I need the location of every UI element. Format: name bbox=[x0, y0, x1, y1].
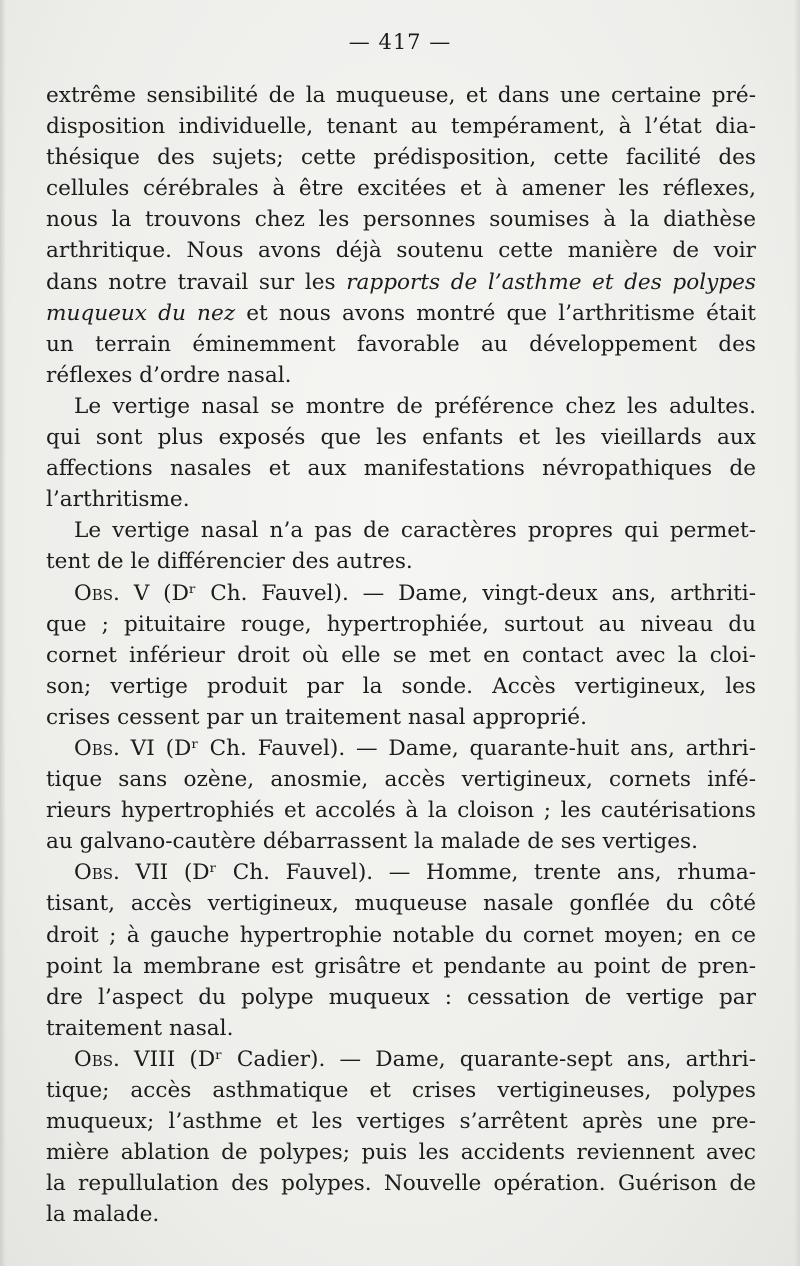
line-text: dre l’aspect du polype muqueux : cessation de vertige par bbox=[46, 984, 756, 1010]
line-text: la repullulation des polypes. Nouvelle opération. Guérison de bbox=[46, 1171, 756, 1197]
observation-label: Obs. bbox=[74, 580, 120, 606]
text-line bbox=[46, 888, 756, 919]
observation-label: Obs. bbox=[74, 1046, 120, 1072]
line-text: point la membrane est grisâtre et pendante au point de pren- bbox=[46, 953, 756, 979]
text-line bbox=[46, 702, 756, 733]
line-text: tisant, accès vertigineux, muqueuse nasale gonflée du côté bbox=[46, 891, 756, 917]
text-line bbox=[46, 204, 756, 235]
text-line bbox=[46, 1044, 756, 1075]
line-text: et nous avons montré que l’arthritisme était bbox=[235, 300, 756, 326]
text-line bbox=[46, 546, 756, 577]
text-line bbox=[46, 391, 756, 422]
line-text: droit ; à gauche hypertrophie notable du cornet moyen; en ce bbox=[46, 922, 756, 948]
text-line bbox=[46, 733, 756, 764]
body-text bbox=[46, 80, 756, 1230]
page-edge-shadow-right bbox=[794, 0, 800, 1266]
line-text: réflexes d’ordre nasal. bbox=[46, 362, 292, 388]
text-line bbox=[46, 826, 756, 857]
line-text: nous la trouvons chez les personnes soumises à la diathèse bbox=[46, 207, 756, 233]
text-line bbox=[46, 80, 756, 111]
text-line bbox=[46, 360, 756, 391]
observation-label: Obs. bbox=[74, 860, 120, 886]
line-text: thésique des sujets; cette prédisposition, cette facilité des bbox=[46, 145, 756, 171]
line-text: cellules cérébrales à être excitées et à amener les réflexes, bbox=[46, 176, 756, 202]
text-line bbox=[46, 920, 756, 951]
line-text: son; vertige produit par la sonde. Accès vertigineux, les bbox=[46, 673, 756, 699]
text-line bbox=[46, 1137, 756, 1168]
text-line bbox=[46, 267, 756, 298]
italic-title: rapports de l’asthme et des polypes bbox=[346, 269, 757, 295]
text-line bbox=[46, 1013, 756, 1044]
line-text: un terrain éminemment favorable au développement des bbox=[46, 331, 756, 357]
line-text: rieurs hypertrophiés et accolés à la cloison ; les cautérisations bbox=[46, 798, 756, 824]
page-edge-shadow-left bbox=[0, 0, 6, 1266]
text-line bbox=[46, 857, 756, 888]
text-line bbox=[46, 173, 756, 204]
text-line bbox=[46, 578, 756, 609]
line-text: affections nasales et aux manifestations névropathiques de bbox=[46, 456, 756, 482]
line-text: dans notre travail sur les bbox=[46, 269, 347, 295]
page-number: — 417 — bbox=[348, 30, 452, 54]
text-line bbox=[46, 515, 756, 546]
line-text: l’arthritisme. bbox=[46, 487, 190, 513]
text-line bbox=[46, 422, 756, 453]
text-line bbox=[46, 1199, 756, 1230]
line-text: tique sans ozène, anosmie, accès vertigineux, cornets infé- bbox=[46, 767, 756, 793]
text-line bbox=[46, 764, 756, 795]
text-line bbox=[46, 235, 756, 266]
line-text: disposition individuelle, tenant au tempérament, à l’état dia- bbox=[46, 114, 756, 140]
text-line bbox=[46, 298, 756, 329]
line-text: arthritique. Nous avons déjà soutenu cette manière de voir bbox=[46, 238, 756, 264]
text-line bbox=[46, 951, 756, 982]
line-text: Le vertige nasal se montre de préférence chez les adultes. bbox=[74, 393, 756, 419]
line-text: Le vertige nasal n’a pas de caractères propres qui permet- bbox=[74, 518, 756, 544]
text-line bbox=[46, 609, 756, 640]
observation-label: Obs. bbox=[74, 735, 120, 761]
text-line bbox=[46, 111, 756, 142]
line-text: au galvano-cautère débarrassent la malade de ses vertiges. bbox=[46, 829, 698, 855]
line-text: qui sont plus exposés que les enfants et les vieillards aux bbox=[46, 425, 756, 451]
line-text: VII (Dʳ Ch. Fauvel). — Homme, trente ans, rhuma- bbox=[119, 860, 756, 886]
text-line bbox=[46, 640, 756, 671]
line-text: crises cessent par un traitement nasal approprié. bbox=[46, 704, 587, 730]
line-text: tique; accès asthmatique et crises vertigineuses, polypes bbox=[46, 1078, 756, 1103]
text-line bbox=[46, 484, 756, 515]
line-text: que ; pituitaire rouge, hypertrophiée, surtout au niveau du bbox=[46, 611, 756, 637]
line-text: extrême sensibilité de la muqueuse, et dans une certaine pré- bbox=[46, 83, 756, 108]
text-line bbox=[46, 671, 756, 702]
text-line bbox=[46, 1075, 756, 1106]
text-line bbox=[46, 453, 756, 484]
text-line bbox=[46, 329, 756, 360]
line-text: traitement nasal. bbox=[46, 1015, 234, 1041]
line-text: V (Dʳ Ch. Fauvel). — Dame, vingt-deux ans, arthriti- bbox=[119, 580, 756, 606]
text-line bbox=[46, 1106, 756, 1137]
text-line bbox=[46, 142, 756, 173]
text-line bbox=[46, 795, 756, 826]
italic-title: muqueux du nez bbox=[46, 300, 236, 326]
line-text: cornet inférieur droit où elle se met en contact avec la cloi- bbox=[46, 642, 756, 668]
line-text: la malade. bbox=[46, 1202, 160, 1228]
line-text: VIII (Dʳ Cadier). — Dame, quarante-sept ans, arthri- bbox=[119, 1046, 756, 1072]
text-line bbox=[46, 982, 756, 1013]
text-line bbox=[46, 1168, 756, 1199]
line-text: tent de le différencier des autres. bbox=[46, 549, 413, 575]
line-text: VI (Dʳ Ch. Fauvel). — Dame, quarante-huit ans, arthri- bbox=[119, 735, 756, 761]
line-text: muqueux; l’asthme et les vertiges s’arrêtent après une pre- bbox=[46, 1109, 756, 1135]
line-text: mière ablation de polypes; puis les accidents reviennent avec bbox=[46, 1140, 756, 1166]
